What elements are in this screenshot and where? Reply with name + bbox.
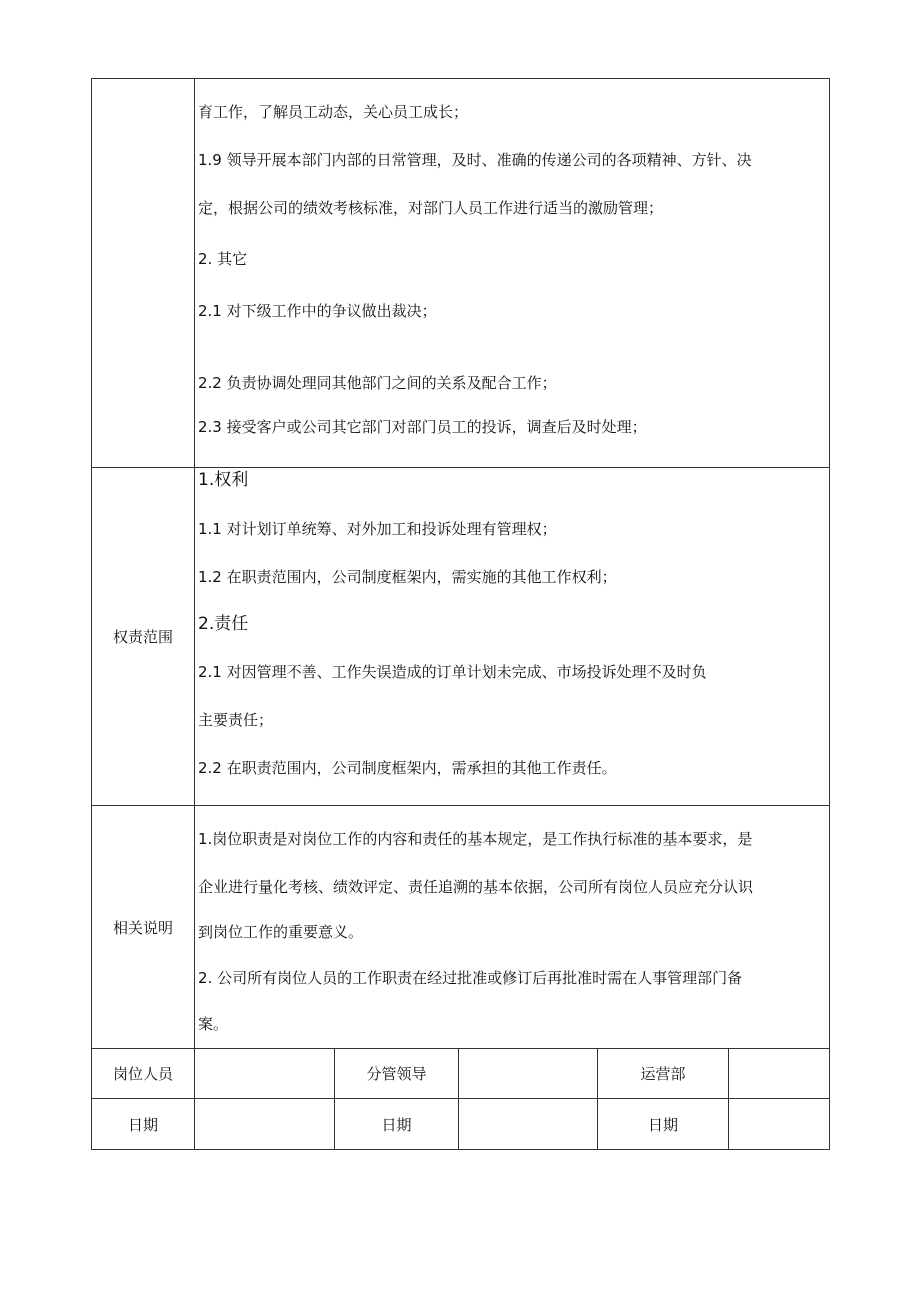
date2-label: 日期 — [381, 1115, 412, 1134]
staff-signature-field[interactable] — [195, 1049, 335, 1099]
notes-row — [92, 806, 830, 1049]
notes-para-2: 2. 公司所有岗位人员的工作职责在经过批准或修订后再批准时需在人事管理部门备 — [198, 969, 743, 987]
date3-field[interactable] — [729, 1099, 830, 1150]
notes-para-1-cont-b: 到岗位工作的重要意义。 — [198, 923, 364, 941]
authority-label-cell — [92, 468, 195, 806]
duties-para-2: 1.9 领导开展本部门内部的日常管理，及时、准确的传递公司的各项精神、方针、决 — [198, 151, 752, 169]
ops-label-cell — [598, 1049, 729, 1099]
date3-label-cell — [598, 1099, 729, 1150]
duties-heading-other: 2. 其它 — [198, 250, 248, 268]
date2-field[interactable] — [459, 1099, 598, 1150]
authority-para-2-2: 2.2 在职责范围内，公司制度框架内，需承担的其他工作责任。 — [198, 759, 617, 777]
authority-para-2-1-cont: 主要责任； — [198, 711, 274, 729]
authority-para-2-1: 2.1 对因管理不善、工作失误造成的订单计划未完成、市场投诉处理不及时负 — [198, 663, 707, 681]
date3-label: 日期 — [647, 1115, 678, 1134]
duties-para-2-3: 2.3 接受客户或公司其它部门对部门员工的投诉，调查后及时处理； — [198, 418, 647, 436]
authority-label: 权责范围 — [112, 628, 173, 646]
notes-para-2-cont: 案。 — [198, 1015, 229, 1033]
staff-label-cell — [92, 1049, 195, 1099]
notes-content-cell — [195, 806, 830, 1049]
notes-para-1-cont-a: 企业进行量化考核、绩效评定、责任追溯的基本依据，公司所有岗位人员应充分认识 — [198, 878, 754, 896]
authority-heading-rights: 1.权利 — [198, 470, 249, 490]
leader-label: 分管领导 — [366, 1065, 427, 1083]
leader-signature-field[interactable] — [459, 1049, 598, 1099]
authority-heading-duty: 2.责任 — [198, 614, 249, 634]
date1-field[interactable] — [195, 1099, 335, 1150]
duties-label-cell — [92, 79, 195, 468]
authority-para-1-1: 1.1 对计划订单统筹、对外加工和投诉处理有管理权； — [198, 520, 557, 538]
date-row — [92, 1099, 830, 1150]
duties-content-cell — [195, 79, 830, 468]
duties-para-2-1: 2.1 对下级工作中的争议做出裁决； — [198, 302, 437, 320]
date2-label-cell — [335, 1099, 459, 1150]
job-description-table — [91, 78, 830, 1150]
duties-para-3: 定，根据公司的绩效考核标准，对部门人员工作进行适当的激励管理； — [198, 199, 664, 217]
signature-row — [92, 1049, 830, 1099]
ops-label: 运营部 — [640, 1065, 686, 1083]
duties-para-1: 育工作，了解员工动态，关心员工成长； — [198, 103, 469, 121]
date1-label-cell — [92, 1099, 195, 1150]
authority-row — [92, 468, 830, 806]
authority-content-cell — [195, 468, 830, 806]
leader-label-cell — [335, 1049, 459, 1099]
date1-label: 日期 — [127, 1115, 158, 1134]
ops-signature-field[interactable] — [729, 1049, 830, 1099]
notes-label: 相关说明 — [112, 918, 173, 937]
authority-para-1-2: 1.2 在职责范围内，公司制度框架内，需实施的其他工作权利； — [198, 568, 617, 586]
notes-label-cell — [92, 806, 195, 1049]
duties-para-2-2: 2.2 负责协调处理同其他部门之间的关系及配合工作； — [198, 374, 557, 392]
notes-para-1: 1.岗位职责是对岗位工作的内容和责任的基本规定，是工作执行标准的基本要求，是 — [198, 830, 753, 848]
staff-label: 岗位人员 — [112, 1065, 173, 1083]
duties-row — [92, 79, 830, 468]
